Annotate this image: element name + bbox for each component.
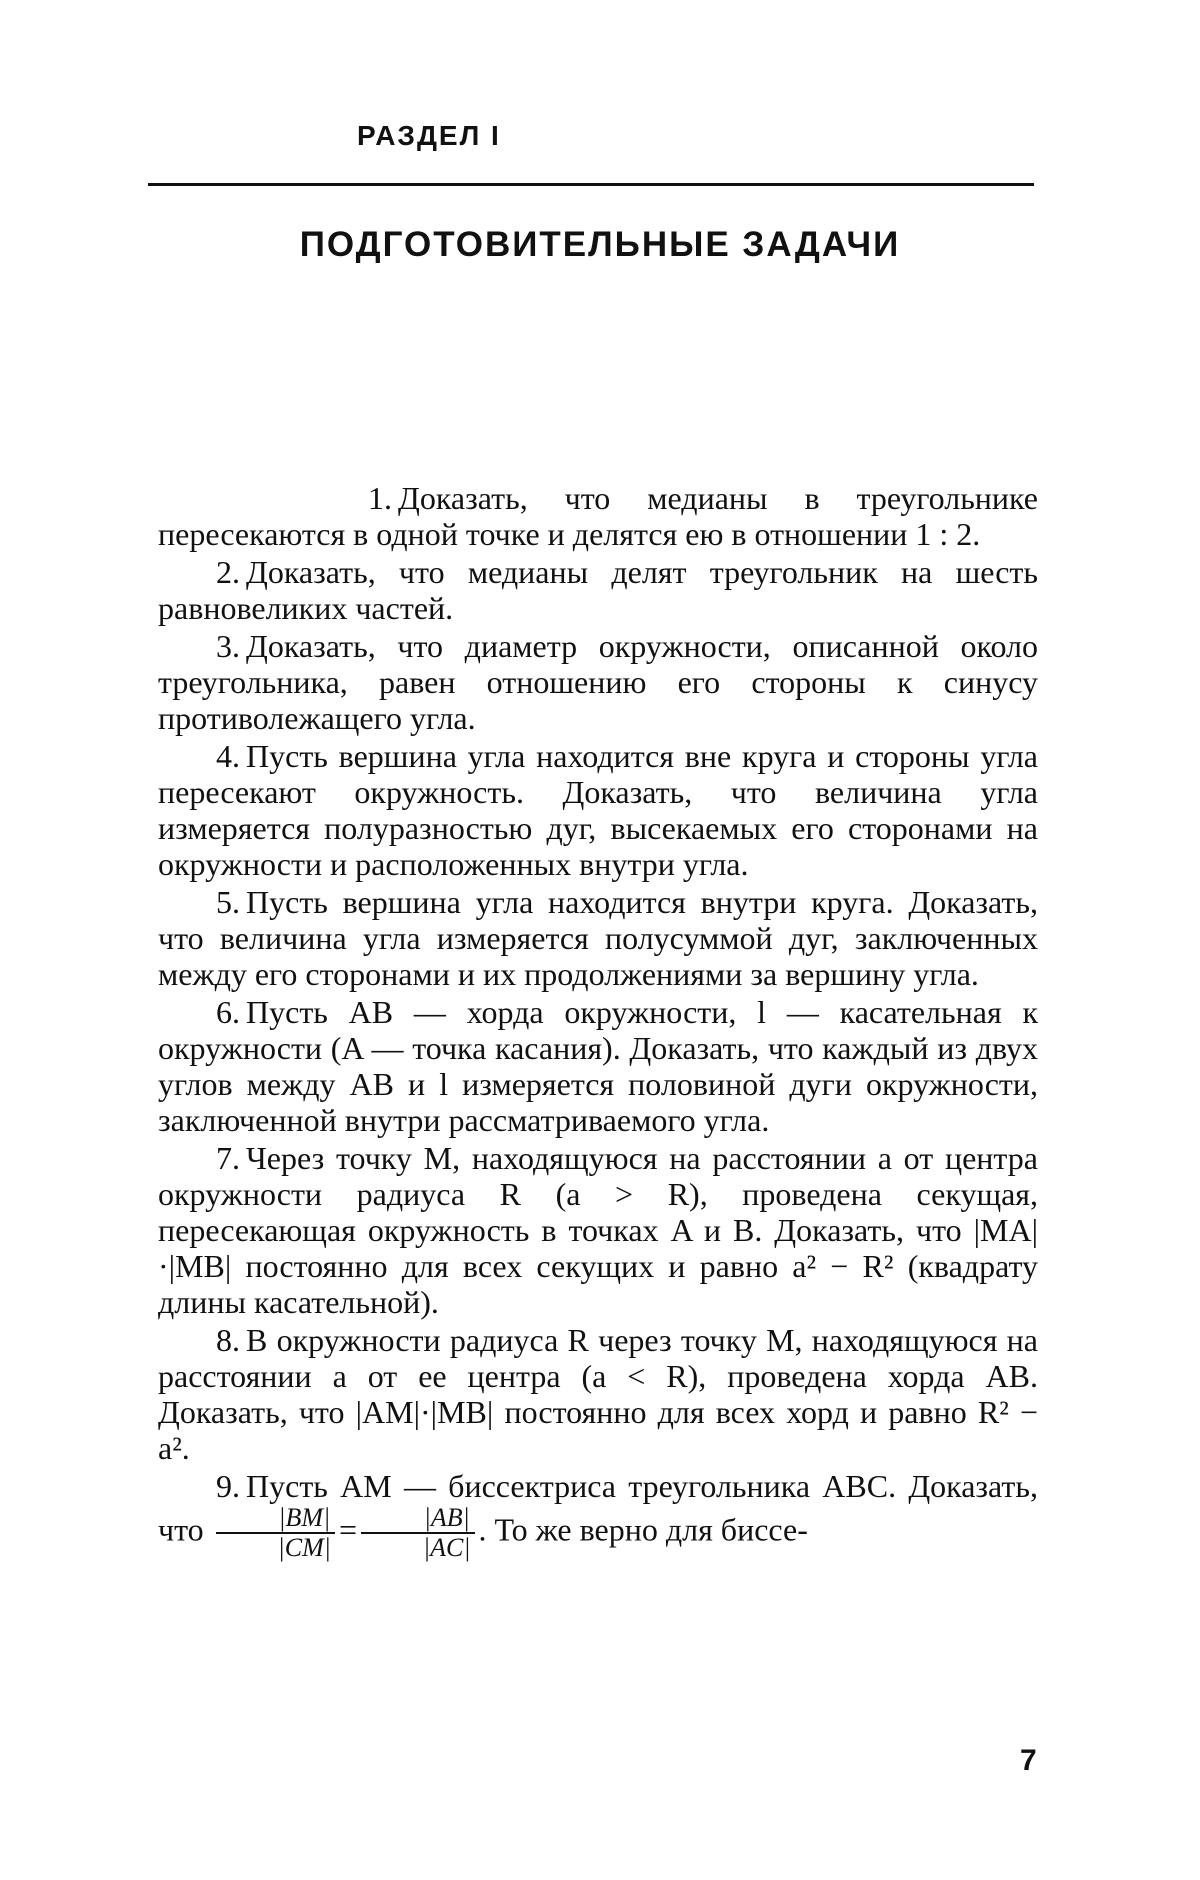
problem-number: 3. (216, 628, 240, 664)
problem-3 (158, 628, 1038, 736)
problem-1 (158, 480, 1038, 552)
problem-text: Через точку M, находящуюся на расстоянии a от центра окружности радиуса R (a > R), проведена секущая, пересекающая окружность в точках A и B. Доказать, что |MA|·|MB| постоянно для всех секущих и равно a² − R² (квадрату длины касательной). (158, 1140, 1039, 1320)
problem-number: 8. (216, 1322, 240, 1358)
problem-text: Доказать, что диаметр окружности, описанной около треугольника, равен отношению его стороны к синусу противолежащего угла. (158, 628, 1038, 736)
fraction-numerator: |AB| (361, 1504, 475, 1534)
problem-number: 5. (216, 884, 240, 920)
problem-number: 1. (368, 480, 392, 516)
problem-5 (158, 884, 1038, 992)
problem-text: Пусть вершина угла находится вне круга и стороны угла пересекают окружность. Доказать, что величина угла измеряется полуразностью дуг, высекаемых его сторонами на окружности и расположенных внутри угла. (158, 738, 1038, 882)
problem-6 (158, 994, 1038, 1138)
page-title: ПОДГОТОВИТЕЛЬНЫЕ ЗАДАЧИ (299, 225, 901, 264)
problem-text-continued: . То же верно для биссе- (478, 1511, 808, 1548)
fraction-numerator: |BM| (216, 1504, 335, 1534)
fraction-denominator: |AC| (423, 1533, 471, 1562)
problem-number: 6. (216, 994, 240, 1030)
problem-number: 7. (216, 1140, 240, 1176)
section-label: РАЗДЕЛ I (357, 120, 501, 151)
equals-sign: = (338, 1511, 357, 1548)
problem-7 (158, 1140, 1038, 1320)
fraction-ab-ac (361, 1504, 475, 1562)
problem-text: В окружности радиуса R через точку M, находящуюся на расстоянии a от ее центра (a < R), проведена хорда AB. Доказать, что |AM|·|MB| постоянно для всех хорд и равно R² − a². (158, 1322, 1038, 1466)
fraction-denominator: |CM| (277, 1533, 331, 1562)
problem-text: Пусть AM — биссектриса треугольника ABC. Доказать, что (158, 1468, 1038, 1548)
problem-number: 9. (216, 1468, 240, 1504)
problem-9 (158, 1468, 1038, 1562)
header-rule (148, 183, 1034, 186)
fraction-bm-cm (216, 1504, 335, 1562)
problem-text: Доказать, что медианы в треугольнике пересекаются в одной точке и делятся ею в отношении 1 : 2. (158, 480, 1038, 552)
problem-number: 2. (216, 554, 240, 590)
problem-8 (158, 1322, 1038, 1466)
problem-text: Пусть AB — хорда окружности, l — касательная к окружности (A — точка касания). Доказать, что каждый из двух углов между AB и l измеряется половиной дуги окружности, заключенной внутри рассматриваемого угла. (158, 994, 1038, 1138)
problem-number: 4. (216, 738, 240, 774)
problem-list (158, 480, 1038, 1564)
page-number: 7 (1020, 1744, 1037, 1777)
problem-text: Доказать, что медианы делят треугольник на шесть равновеликих частей. (158, 554, 1038, 626)
problem-4 (158, 738, 1038, 882)
problem-text: Пусть вершина угла находится внутри круга. Доказать, что величина угла измеряется полусуммой дуг, заключенных между его сторонами и их продолжениями за вершину угла. (158, 884, 1038, 992)
problem-2 (158, 554, 1038, 626)
